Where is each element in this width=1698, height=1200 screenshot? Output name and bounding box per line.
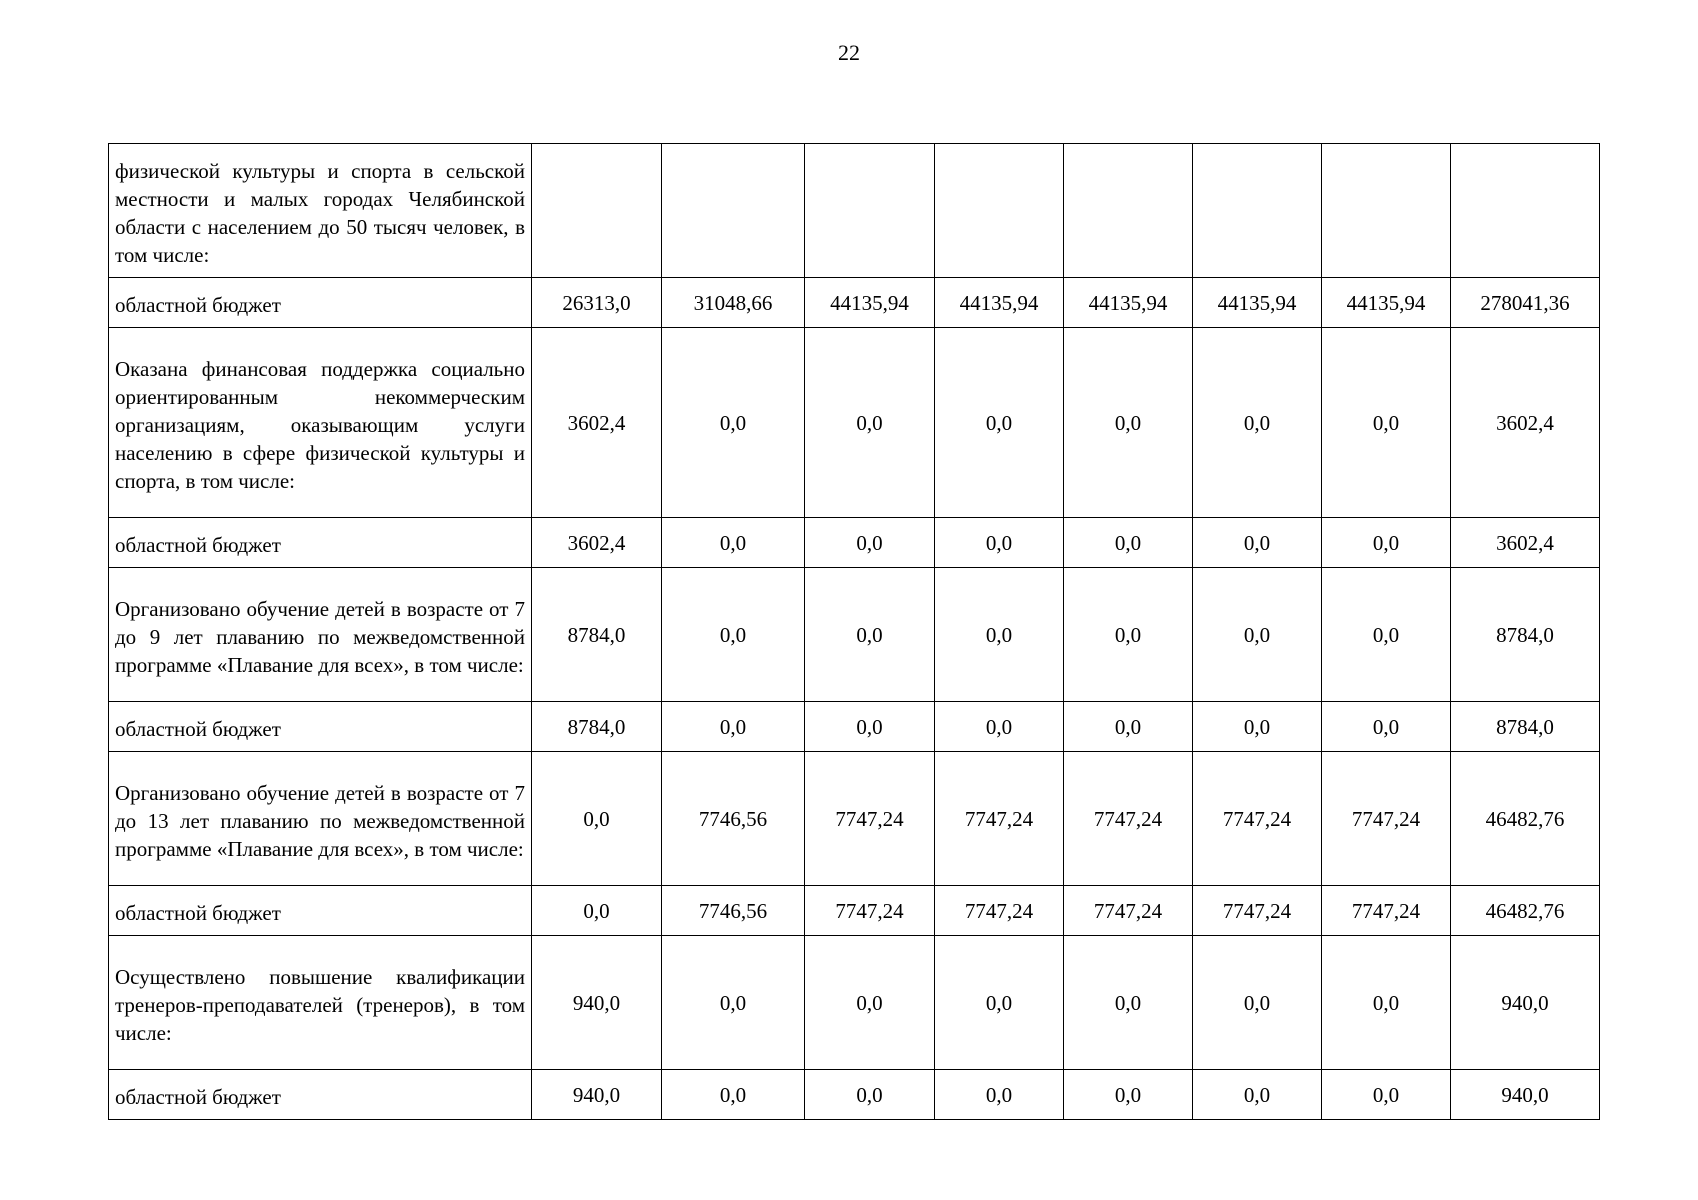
value-cell: 7747,24 — [1064, 886, 1193, 936]
value-cell: 7746,56 — [662, 886, 805, 936]
value-cell: 0,0 — [1322, 702, 1451, 752]
value-cell: 3602,4 — [532, 518, 662, 568]
value-cell: 940,0 — [532, 936, 662, 1070]
total-cell: 8784,0 — [1451, 702, 1600, 752]
value-cell: 0,0 — [1064, 1070, 1193, 1120]
value-cell: 0,0 — [935, 568, 1064, 702]
value-cell: 0,0 — [1193, 936, 1322, 1070]
budget-row — [109, 278, 1600, 328]
value-cell: 940,0 — [532, 1070, 662, 1120]
value-cell: 0,0 — [662, 936, 805, 1070]
total-cell: 3602,4 — [1451, 328, 1600, 518]
budget-row — [109, 886, 1600, 936]
value-cell: 7746,56 — [662, 752, 805, 886]
measure-row — [109, 752, 1600, 886]
value-cell: 0,0 — [1064, 936, 1193, 1070]
value-cell: 0,0 — [1193, 518, 1322, 568]
budget-table-body — [109, 144, 1600, 1120]
total-cell — [1451, 144, 1600, 278]
value-cell: 7747,24 — [935, 752, 1064, 886]
row-label: областной бюджет — [109, 702, 532, 752]
value-cell — [662, 144, 805, 278]
row-label: Организовано обучение детей в возрасте от 7 до 9 лет плаванию по межведомственной программе «Плавание для всех», в том числе: — [109, 568, 532, 702]
value-cell: 0,0 — [805, 328, 935, 518]
value-cell: 7747,24 — [1064, 752, 1193, 886]
row-label: областной бюджет — [109, 1070, 532, 1120]
value-cell: 0,0 — [662, 328, 805, 518]
row-label: областной бюджет — [109, 886, 532, 936]
value-cell: 7747,24 — [935, 886, 1064, 936]
value-cell: 0,0 — [1064, 328, 1193, 518]
row-label: областной бюджет — [109, 278, 532, 328]
value-cell: 0,0 — [935, 936, 1064, 1070]
value-cell: 7747,24 — [1322, 886, 1451, 936]
value-cell: 0,0 — [1322, 518, 1451, 568]
value-cell: 0,0 — [1322, 568, 1451, 702]
value-cell: 0,0 — [935, 328, 1064, 518]
row-label: Осуществлено повышение квалификации тренеров-преподавателей (тренеров), в том числе: — [109, 936, 532, 1070]
measure-row — [109, 328, 1600, 518]
measure-row — [109, 144, 1600, 278]
value-cell: 7747,24 — [1322, 752, 1451, 886]
value-cell: 44135,94 — [1064, 278, 1193, 328]
row-label: Оказана финансовая поддержка социально ориентированным некоммерческим организациям, оказывающим услуги населению в сфере физической культуры и спорта, в том числе: — [109, 328, 532, 518]
value-cell: 0,0 — [532, 886, 662, 936]
value-cell: 44135,94 — [1193, 278, 1322, 328]
value-cell: 44135,94 — [935, 278, 1064, 328]
total-cell: 3602,4 — [1451, 518, 1600, 568]
page-number: 22 — [838, 40, 860, 65]
value-cell: 7747,24 — [805, 886, 935, 936]
value-cell: 0,0 — [662, 568, 805, 702]
total-cell: 46482,76 — [1451, 752, 1600, 886]
value-cell: 44135,94 — [805, 278, 935, 328]
value-cell: 0,0 — [805, 568, 935, 702]
value-cell: 0,0 — [1322, 936, 1451, 1070]
row-label: областной бюджет — [109, 518, 532, 568]
value-cell — [805, 144, 935, 278]
total-cell: 940,0 — [1451, 1070, 1600, 1120]
measure-row — [109, 568, 1600, 702]
value-cell — [1193, 144, 1322, 278]
value-cell: 7747,24 — [1193, 886, 1322, 936]
value-cell: 0,0 — [1064, 518, 1193, 568]
value-cell: 0,0 — [1322, 328, 1451, 518]
value-cell: 0,0 — [532, 752, 662, 886]
value-cell: 0,0 — [662, 702, 805, 752]
value-cell — [935, 144, 1064, 278]
budget-row — [109, 702, 1600, 752]
value-cell: 0,0 — [1193, 568, 1322, 702]
budget-row — [109, 518, 1600, 568]
value-cell: 8784,0 — [532, 702, 662, 752]
value-cell: 26313,0 — [532, 278, 662, 328]
value-cell: 0,0 — [1064, 568, 1193, 702]
measure-row — [109, 936, 1600, 1070]
value-cell: 0,0 — [805, 936, 935, 1070]
budget-table — [108, 143, 1600, 1120]
value-cell — [1322, 144, 1451, 278]
value-cell: 7747,24 — [1193, 752, 1322, 886]
value-cell: 0,0 — [1064, 702, 1193, 752]
value-cell: 0,0 — [805, 518, 935, 568]
total-cell: 46482,76 — [1451, 886, 1600, 936]
value-cell: 0,0 — [1193, 328, 1322, 518]
value-cell: 0,0 — [1322, 1070, 1451, 1120]
value-cell: 0,0 — [935, 518, 1064, 568]
total-cell: 278041,36 — [1451, 278, 1600, 328]
value-cell: 8784,0 — [532, 568, 662, 702]
value-cell: 0,0 — [662, 518, 805, 568]
value-cell: 0,0 — [1193, 702, 1322, 752]
row-label: физической культуры и спорта в сельской местности и малых городах Челябинской области с населением до 50 тысяч человек, в том числе: — [109, 144, 532, 278]
budget-row — [109, 1070, 1600, 1120]
value-cell: 7747,24 — [805, 752, 935, 886]
value-cell — [532, 144, 662, 278]
total-cell: 8784,0 — [1451, 568, 1600, 702]
value-cell: 0,0 — [662, 1070, 805, 1120]
value-cell: 0,0 — [805, 702, 935, 752]
value-cell: 0,0 — [1193, 1070, 1322, 1120]
value-cell: 31048,66 — [662, 278, 805, 328]
value-cell: 44135,94 — [1322, 278, 1451, 328]
value-cell: 0,0 — [935, 1070, 1064, 1120]
value-cell: 0,0 — [805, 1070, 935, 1120]
value-cell: 0,0 — [935, 702, 1064, 752]
value-cell: 3602,4 — [532, 328, 662, 518]
total-cell: 940,0 — [1451, 936, 1600, 1070]
value-cell — [1064, 144, 1193, 278]
row-label: Организовано обучение детей в возрасте от 7 до 13 лет плаванию по межведомственной программе «Плавание для всех», в том числе: — [109, 752, 532, 886]
